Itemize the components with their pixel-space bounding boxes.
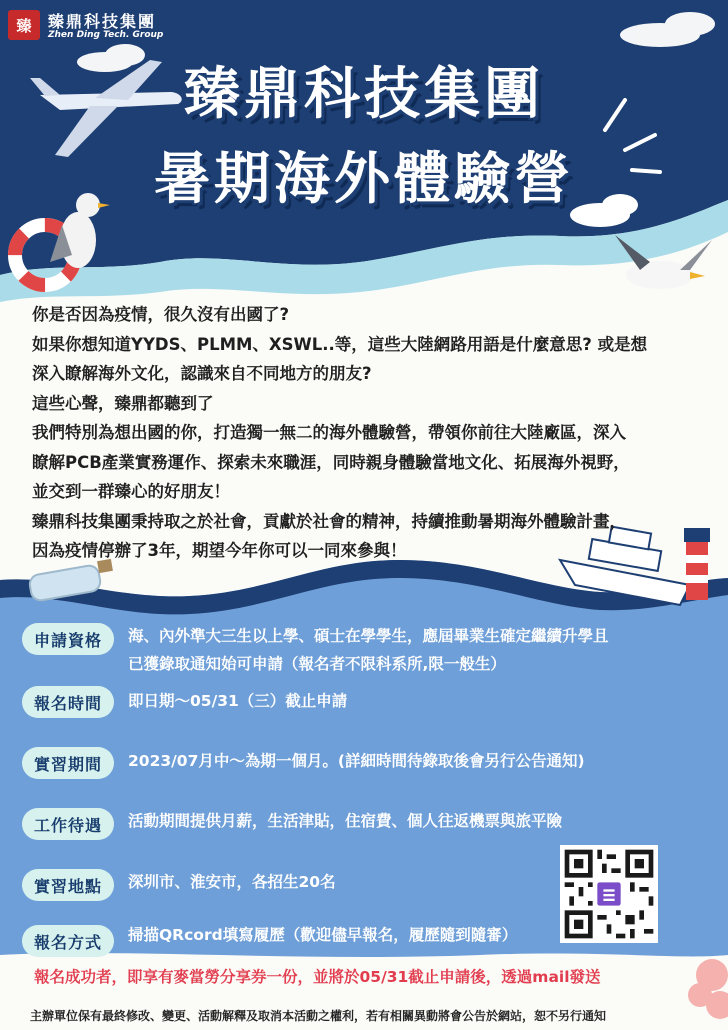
intro-line: 如果你想知道YYDS、PLMM、XSWL..等，這些大陸網路用語是什麼意思? 或是想 <box>32 334 648 354</box>
intro-line: 因為疫情停辦了3年，期望今年你可以一同來參與！ <box>32 541 407 560</box>
intro-line: 深入瞭解海外文化，認識來自不同地方的朋友? <box>32 364 372 383</box>
value-signup-period: 即日期～05/31（三）截止申請 <box>128 692 348 710</box>
footer-disclaimer: 主辦單位保有最終修改、變更、活動解釋及取消本活動之權利，若有相關異動將會公告於網站，恕不另行通知 <box>30 1009 607 1023</box>
intro-line: 瞭解PCB產業實務運作、探索未來職涯，同時親身體驗當地文化、拓展海外視野， <box>32 452 630 472</box>
value-signup-method: 掃描QRcord填寫履歷（歡迎儘早報名，履歷隨到隨審） <box>128 926 518 944</box>
value-location: 深圳市、淮安市，各招生20名 <box>128 873 336 891</box>
intro-line: 臻鼎科技集團秉持取之於社會，貢獻於社會的精神，持續推動暑期海外體驗計畫， <box>32 511 626 531</box>
label-internship-period: 實習期間 <box>22 747 114 779</box>
intro-line: 並交到一群臻心的好朋友！ <box>32 482 230 501</box>
intro-line: 你是否因為疫情，很久沒有出國了? <box>32 305 290 324</box>
logo-subtitle: Zhen Ding Tech. Group <box>48 30 164 40</box>
value-eligibility: 海、內外準大三生以上學、碩士在學學生，應屆畢業生確定繼續升學且 <box>128 627 609 645</box>
intro-line: 這些心聲，臻鼎都聽到了 <box>32 393 214 413</box>
label-signup-period: 報名時間 <box>22 686 114 718</box>
label-eligibility: 申請資格 <box>22 623 114 655</box>
value-eligibility-line2: 已獲錄取通知始可申請（報名者不限科系所,限一般生） <box>128 655 506 673</box>
logo-name: 臻鼎科技集團 <box>48 12 157 31</box>
page-title-line2: 暑期海外體驗營 <box>154 147 574 212</box>
intro-text <box>32 300 712 566</box>
value-compensation: 活動期間提供月薪，生活津貼，住宿費、個人往返機票與旅平險 <box>128 812 563 830</box>
logo-mark: 臻 <box>8 10 40 40</box>
label-location: 實習地點 <box>22 869 114 901</box>
gift-notice: 報名成功者，即享有麥當勞分享券一份，並將於05/31截止申請後，透過mail發送 <box>34 968 601 986</box>
intro-line: 我們特別為想出國的你，打造獨一無二的海外體驗營，帶領你前往大陸廠區，深入 <box>32 423 626 442</box>
qr-code-icon[interactable] <box>560 845 658 943</box>
label-compensation: 工作待遇 <box>22 808 114 840</box>
label-signup-method: 報名方式 <box>22 925 114 957</box>
value-internship-period: 2023/07月中～為期一個月。(詳細時間待錄取後會另行公告通知) <box>128 752 585 770</box>
page-title-line1: 臻鼎科技集團 <box>184 62 544 127</box>
